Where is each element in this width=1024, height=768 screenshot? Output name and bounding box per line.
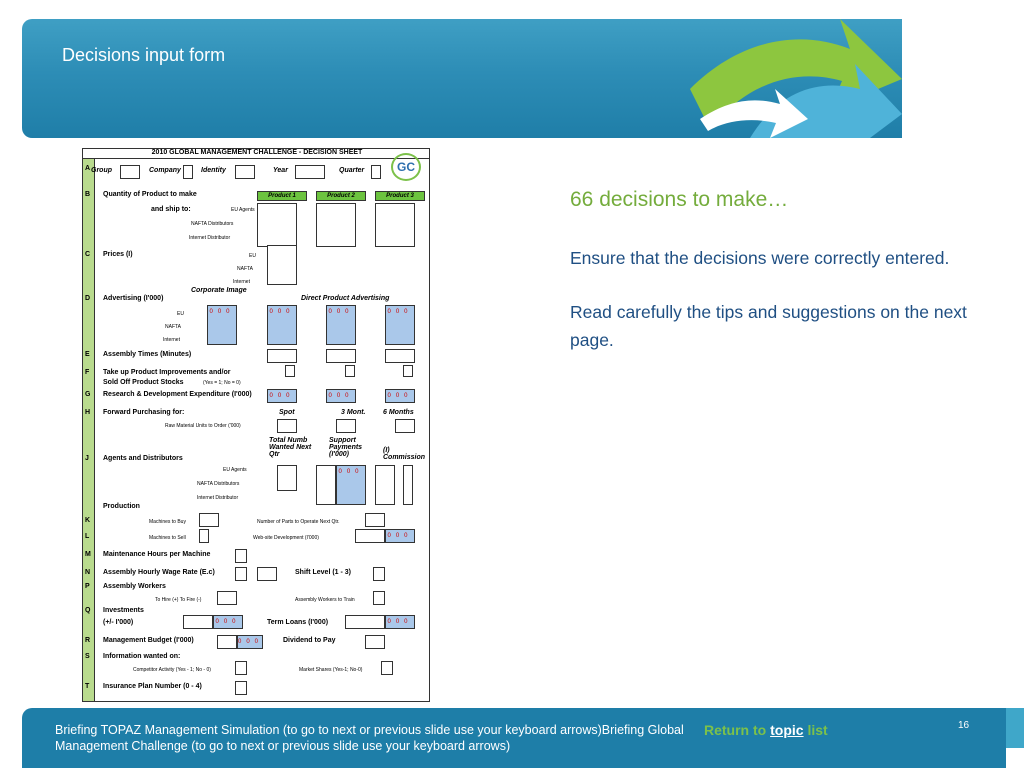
page-number: 16 — [958, 720, 970, 731]
decisions-heading: 66 decisions to make… — [570, 188, 789, 211]
footer-text: Briefing TOPAZ Management Simulation (to go to next or previous slide use your keyboard arrows)Briefing Global Management Challenge (to go to next or previous slide use your keyboard arrows) — [55, 723, 684, 753]
paragraph-entered: Ensure that the decisions were correctly entered. — [570, 248, 950, 268]
slide-title: Decisions input form — [62, 45, 226, 65]
section-letters-strip — [83, 159, 95, 702]
paragraph-tips: Read carefully the tips and suggestions on the next page. — [570, 302, 967, 350]
footer-side-accent — [1006, 708, 1024, 748]
arrows-logo-graphic — [630, 19, 902, 138]
decision-sheet-title: 2010 GLOBAL MANAGEMENT CHALLENGE - DECISION SHEET — [83, 149, 430, 159]
gc-logo: GC — [391, 153, 421, 181]
slide-body-text — [570, 188, 990, 380]
slide-footer — [22, 708, 1006, 768]
decision-sheet-image: 2010 GLOBAL MANAGEMENT CHALLENGE - DECISION SHEET GC A Group Company Identity Year Quarter B Quantity of Product to make and ship to: EU Agents NAFTA Distributors Internet Distributor Product 1 Product 2 Product 3 C Prices (I) EU NAFTA Internet D Advertising (I'000) Corporate Image Direct Product Advertising EU NAFTA Internet 000 000 000 000 E Assembly Times (Minutes) F Take up Product Improvements and/or Sold Off Product Stocks (Yes = 1; No = 0) G Research & Development Expenditure (I'000) 000 000 000 H Forward Purchasing for: Spot 3 Mont. 6 Months Raw Material Units to Order ('000) Total Numb Wanted Next Qtr Support Payments (I'000) (I) Commission J Agents and Distributors EU Agents NAFTA Distributors Internet Distributor 000 Production K Machines to Buy Number of Parts to Operate Next Qtr. L Machines to Sell Web-site Development (I'000) 000 M Maintenance Hours per Machine N Assembly Hourly Wage Rate (E.c) Shift Level (1 - 3) P Assembly Workers To Hire (+) To Fire (-) Assembly Workers to Train Q Investments (+/- I'000) 000 Term Loans (I'000) 000 R Management Budget (I'000) 000 Dividend to Pay S Information wanted on: Competitor Activity (Yes - 1; No - 0) Market Shares (Yes-1; No-0) T Insurance Plan Number (0 - 4) — [82, 148, 430, 702]
return-to-topic-list: Return to topic list — [704, 722, 828, 738]
topic-link[interactable]: topic — [770, 722, 804, 738]
